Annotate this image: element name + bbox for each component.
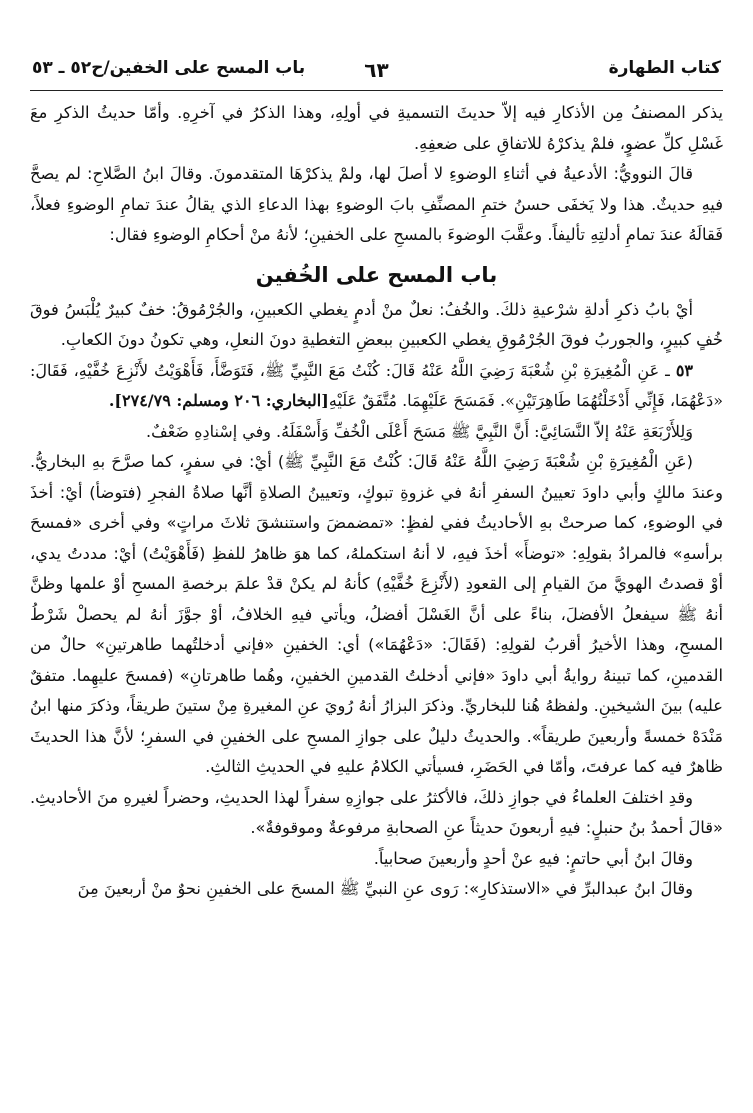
paragraph-1: يذكر المصنفُ مِن الأذكارِ فيه إلاّ حديثَ التسميةِ في أولِهِ، وهذا الذكرُ في آخرِهِ. وأمّا حديثُ الذكرِ معَ غَسْلِ كلِّ عضوٍ، فلمْ يذكرْهُ للاتفاقِ على ضعفِهِ. bbox=[30, 103, 723, 153]
paragraph-2: قالَ النوويُّ: الأدعيةُ في أثناءِ الوضوءِ لا أصلَ لها، ولمْ يذكرْهَا المتقدمونَ. وقالَ ابنُ الصَّلاحِ: لم يصحَّ فيهِ حديثٌ. هذا ولا يَخفَى حسنُ ختمِ المصنِّفِ بابَ الوضوءِ بهذا الدعاءِ الذي يقالُ عندَ تمامِ الوضوءِ فعلاً، فَقالَهُ عندَ تمامِ أدلتِهِ تأليفاً. وعقَّبَ الوضوءَ بالمسحِ على الخفينِ؛ لأنهُ منْ أحكامِ الوضوءِ فقال: bbox=[30, 164, 723, 244]
hadith-paragraph bbox=[30, 356, 723, 417]
paragraph-5: (عَنِ الْمُغِيرَةِ بْنِ شُعْبَةَ رَضِيَ اللَّهُ عَنْهُ قَالَ: كُنْتُ مَعَ النَّبِيِّ ﷺ) أيْ: في سفرٍ، كما صرَّحَ بهِ البخاريُّ. وعندَ مالكٍ وأبي داودَ تعيينُ السفرِ أنهُ في غزوةِ تبوكٍ، وتعيينُ الصلاةِ أنَّها صلاةُ الفجرِ (فتوضأ) أيْ: أخذَ في الوضوءِ، كما صرحتْ بهِ الأحاديثُ ففي لفظٍ: «تمضمضَ واستنشقَ ثلاثَ مراتٍ» وفي أخرى «فمسحَ برأسهِ» فالمرادُ بقولِهِ: «توضأَ» أخذَ فيهِ، لا أنهُ استكملهُ، كما هوَ ظاهرُ للفظِ (فَأَهْوَيْتُ) أيْ: مددتُ يدي، أوْ قصدتُ الهويَّ منَ القيامِ إلى القعودِ (لأَنْزِعَ خُفَّيْهِ) كأنهُ لم يكنْ قدْ علمَ برخصةِ المسحِ أوْ علمها وظنَّ أنهُ ﷺ سيفعلُ الأفضلَ، بناءً على أنَّ الغَسْلَ أفضلُ، ويأتي فيهِ الخلافُ، أوْ جوَّزَ أنهُ لم يحصلْ شَرْطُ المسحِ، وهذا الأخيرُ أقربُ لقولِهِ: (فَقَالَ: «دَعْهُمَا») أي: الخفينِ «فإني أدخلتُهما طاهرتينِ» حالٌ من القدمينِ، كما تبينهُ روايةُ أبي داودَ «فإني أدخلتُ القدمينِ الخفينِ، وهُما طاهرتانِ» (فمسحَ عليهِما. متفقٌ عليه) بينَ الشيخينِ. ولفظهُ هُنا للبخاريِّ. وذكرَ البزارُ أنهُ رُويَ عنِ المغيرةِ مِنْ ستينَ طريقاً، وذكرَ منها ابنُ مَنْدَهْ خمسةً وأربعينَ طريقاً». والحديثُ دليلٌ على جوازِ المسحِ على الخفينِ في السفرِ؛ لأنَّ هذا الحديثَ ظاهرٌ فيه كما عرفتَ، وأمّا في الحَضَرِ، فسيأتي الكلامُ عليهِ في الحديثِ الثالثِ. bbox=[30, 452, 723, 776]
hadith-reference: [البخاري: ٢٠٦ ومسلم: ٢٧٤/٧٩]. bbox=[108, 391, 329, 410]
hadith-number: ٥٣ bbox=[675, 360, 693, 380]
paragraph-7: وقالَ ابنُ أبي حاتمٍ: فيهِ عنْ أحدٍ وأربعينَ صحابياً. bbox=[373, 848, 693, 868]
running-header bbox=[30, 50, 723, 91]
section-title: باب المسح على الخُفين bbox=[255, 262, 498, 287]
hadith-text: ـ عَنِ الْمُغِيرَةِ بْنِ شُعْبَةَ رَضِيَ اللَّهُ عَنْهُ قَالَ: كُنْتُ مَعَ النَّبِيِّ ﷺ، فَتَوَضَّأَ، فَأَهْوَيْتُ لأَنْزِعَ خُفَّيْهِ، فَقَالَ: «دَعْهُمَا، فَإِنِّي أَدْخَلْتُهُمَا طَاهِرَتَيْنِ». فَمَسَحَ عَلَيْهِمَا. مُتَّفَقٌ عَلَيْهِ bbox=[30, 360, 723, 410]
paragraph-6: وقدِ اختلفَ العلماءُ في جوازِ ذلكَ، فالأكثرُ على جوازِهِ سفراً لهذا الحديثِ، وحضراً لغيرهِ منَ الأحاديثِ. «قالَ أحمدُ بنُ حنبلٍ: فيهِ أربعونَ حديثاً عنِ الصحابةِ مرفوعةٌ وموقوفةٌ». bbox=[30, 787, 723, 837]
paragraph-3: أيْ بابُ ذكرِ أدلةِ شرْعيةِ ذلكَ. والخُفُ: نعلٌ منْ أدمٍ يغطي الكعبينِ، والجُرْمُوقُ: خفٌ كبيرٌ يُلْبَسُ فوقَ خُفٍ كبيرٍ، والجوربُ فوقَ الجُرْمُوقِ يغطي الكعبينِ ببعضِ التغطيةِ دونَ النعلِ، وهي تكونُ دونَ الكعابِ. bbox=[30, 299, 723, 349]
header-book-title: كتاب الطهارة bbox=[608, 58, 721, 78]
page-number: ٦٣ bbox=[364, 58, 389, 82]
paragraph-8: وقالَ ابنُ عبدالبرِّ في «الاستذكارِ»: رَوى عنِ النبيِّ ﷺ المسحَ على الخفينِ نحوٌ منْ أربعينَ مِنَ bbox=[77, 879, 693, 898]
page-body bbox=[30, 98, 723, 905]
paragraph-4: وَلِلأَرْبَعَةِ عَنْهُ إلاّ النَّسَائِيَّ: أَنَّ النَّبِيَّ ﷺ مَسَحَ أَعْلَى الْخُفِّ وَأَسْفَلَهُ. وفي إسْنادِهِ ضَعْفٌ. bbox=[146, 421, 693, 441]
header-chapter-title: باب المسح على الخفين/ح٥٢ ـ ٥٣ bbox=[32, 58, 306, 78]
